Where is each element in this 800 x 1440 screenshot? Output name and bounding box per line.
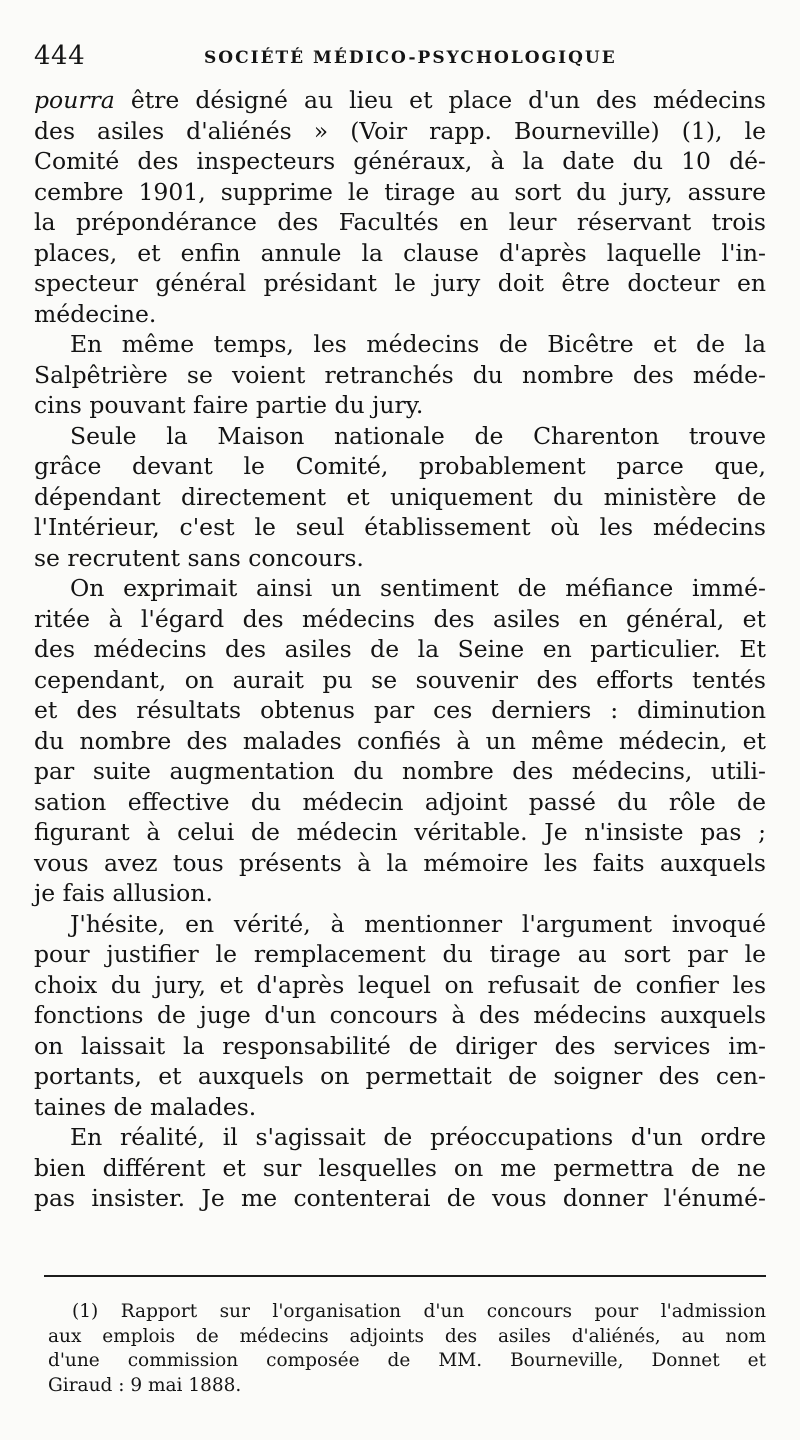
text-line: pour justifier le remplacement du tirage au sort par le	[34, 940, 766, 968]
paragraph-start-line: On exprimait ainsi un sentiment de méfiance immé-	[70, 574, 766, 602]
text-line: médecine.	[34, 299, 157, 328]
text-line: pas insister. Je me contenterai de vous donner l'énumé-	[34, 1184, 766, 1212]
text-line: cependant, on aurait pu se souvenir des efforts tentés	[34, 665, 766, 694]
text-line: par suite augmentation du nombre des médecins, utili-	[34, 757, 766, 785]
paragraph-start-line: Seule la Maison nationale de Charenton trouve	[70, 421, 766, 450]
page-number: 444	[34, 41, 86, 71]
footnote-line: aux emplois de médecins adjoints des asiles d'aliénés, au nom	[48, 1325, 766, 1347]
text-italic-word: pourra	[34, 86, 115, 114]
text-line: des asiles d'aliénés » (Voir rapp. Bourneville) (1), le	[34, 116, 766, 145]
text-line: et des résultats obtenus par ces derniers : diminution	[34, 696, 766, 724]
text-line: on laissait la responsabilité de diriger des services im-	[34, 1031, 766, 1060]
text-line: dépendant directement et uniquement du ministère de	[34, 482, 766, 511]
text-line: grâce devant le Comité, probablement parce que,	[34, 452, 766, 480]
text-line: du nombre des malades confiés à un même médecin, et	[34, 726, 766, 755]
text-line: fonctions de juge d'un concours à des médecins auxquels	[34, 1001, 766, 1029]
text-line: taines de malades.	[34, 1092, 257, 1121]
paragraph-start-line: En même temps, les médecins de Bicêtre et de la	[70, 330, 766, 358]
paragraph-start-line: J'hésite, en vérité, à mentionner l'argument invoqué	[70, 909, 766, 938]
body-text	[34, 85, 766, 1214]
page-header	[34, 38, 766, 78]
text-line: des médecins des asiles de la Seine en particulier. Et	[34, 635, 766, 663]
footnote-line: Giraud : 9 mai 1888.	[48, 1374, 242, 1396]
text-line: ritée à l'égard des médecins des asiles en général, et	[34, 604, 766, 633]
running-head: SOCIÉTÉ MÉDICO-PSYCHOLOGIQUE	[204, 48, 617, 68]
text-line-rest: être désigné au lieu et place d'un des médecins	[114, 86, 766, 114]
text-line: vous avez tous présents à la mémoire les faits auxquels	[34, 848, 766, 877]
footnote	[48, 1300, 766, 1398]
text-line: cins pouvant faire partie du jury.	[34, 391, 424, 419]
text-line: Salpêtrière se voient retranchés du nombre des méde-	[34, 360, 766, 389]
text-line: je fais allusion.	[34, 879, 213, 907]
text-line: cembre 1901, supprime le tirage au sort du jury, assure	[34, 177, 766, 206]
text-line: sation effective du médecin adjoint passé du rôle de	[34, 787, 766, 816]
footnote-rule	[44, 1275, 766, 1277]
paragraph-start-line: En réalité, il s'agissait de préoccupations d'un ordre	[70, 1123, 766, 1151]
text-line: places, et enfin annule la clause d'après laquelle l'in-	[34, 238, 766, 267]
footnote-line: d'une commission composée de MM. Bourneville, Donnet et	[48, 1350, 766, 1371]
footnote-line: (1) Rapport sur l'organisation d'un concours pour l'admission	[72, 1301, 766, 1322]
text-line	[34, 85, 766, 116]
text-line: Comité des inspecteurs généraux, à la date du 10 dé-	[34, 147, 766, 175]
text-line: portants, et auxquels on permettait de soigner des cen-	[34, 1062, 766, 1090]
text-line: specteur général présidant le jury doit être docteur en	[34, 269, 766, 297]
text-line: se recrutent sans concours.	[34, 543, 364, 572]
text-line: figurant à celui de médecin véritable. Je n'insiste pas ;	[34, 818, 766, 846]
text-line: la prépondérance des Facultés en leur réservant trois	[34, 208, 766, 236]
text-line: bien différent et sur lesquelles on me permettra de ne	[34, 1153, 766, 1182]
text-line: choix du jury, et d'après lequel on refusait de confier les	[34, 970, 766, 999]
text-line: l'Intérieur, c'est le seul établissement où les médecins	[34, 513, 766, 541]
